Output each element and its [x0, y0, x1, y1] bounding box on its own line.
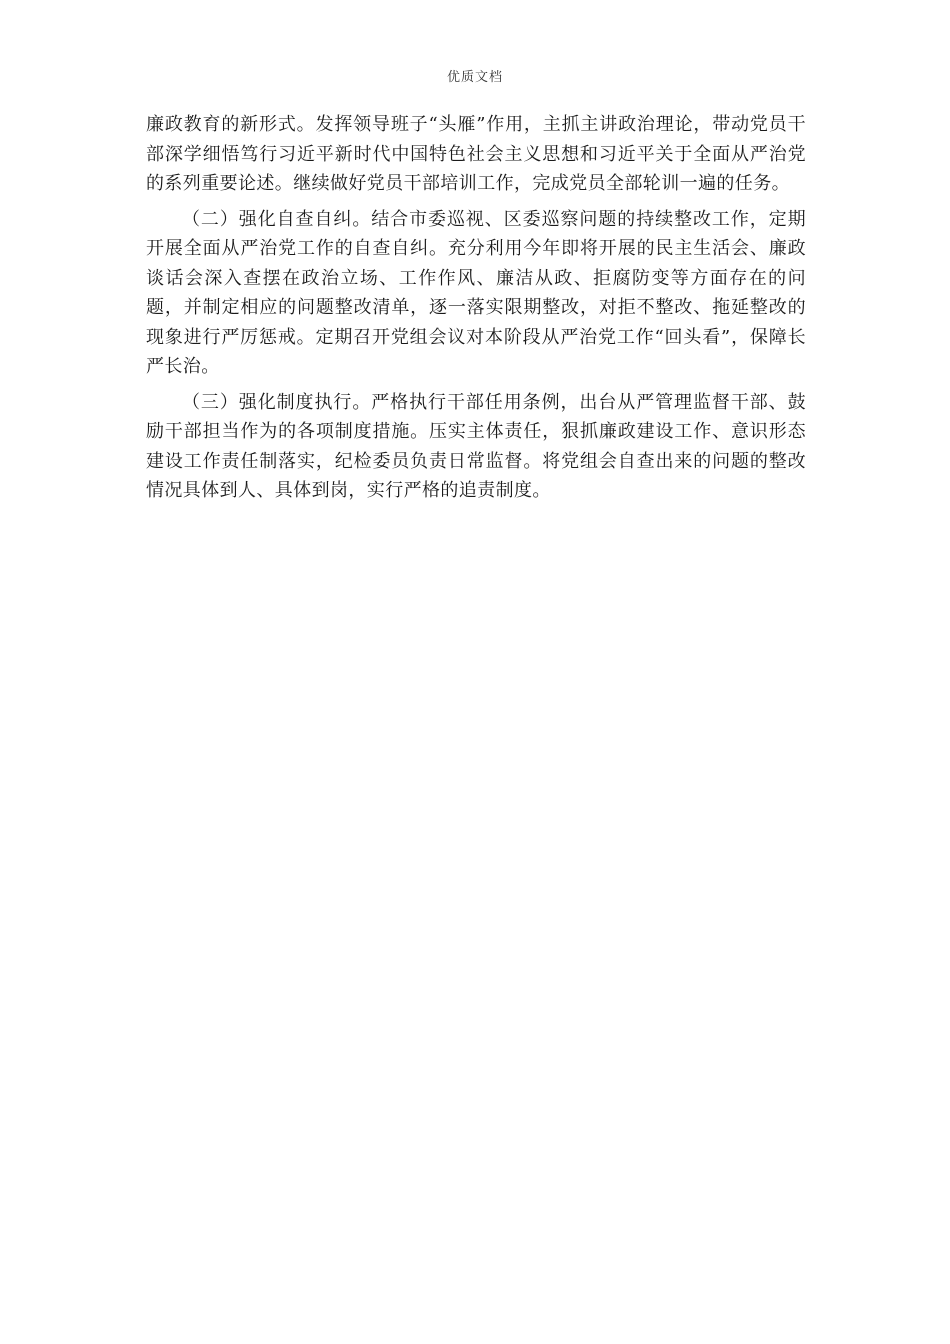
paragraph-system-execution: （三）强化制度执行。严格执行干部任用条例，出台从严管理监督干部、鼓励干部担当作为的各项制度措施。压实主体责任，狠抓廉政建设工作、意识形态建设工作责任制落实，纪检委员负责日常监督。将党组会自查出来的问题的整改情况具体到人、具体到岗，实行严格的追责制度。 — [146, 391, 806, 501]
document-body — [146, 110, 806, 512]
paragraph-self-inspection: （二）强化自查自纠。结合市委巡视、区委巡察问题的持续整改工作，定期开展全面从严治党工作的自查自纠。充分利用今年即将开展的民主生活会、廉政谈话会深入查摆在政治立场、工作作风、廉洁从政、拒腐防变等方面存在的问题，并制定相应的问题整改清单，逐一落实限期整改，对拒不整改、拖延整改的现象进行严厉惩戒。定期召开党组会议对本阶段从严治党工作“回头看”，保障长严长治。 — [146, 208, 806, 377]
page-header: 优质文档 — [446, 70, 503, 85]
paragraph-continuation: 廉政教育的新形式。发挥领导班子“头雁”作用，主抓主讲政治理论，带动党员干部深学细悟笃行习近平新时代中国特色社会主义思想和习近平关于全面从严治党的系列重要论述。继续做好党员干部培训工作，完成党员全部轮训一遍的任务。 — [146, 114, 806, 194]
